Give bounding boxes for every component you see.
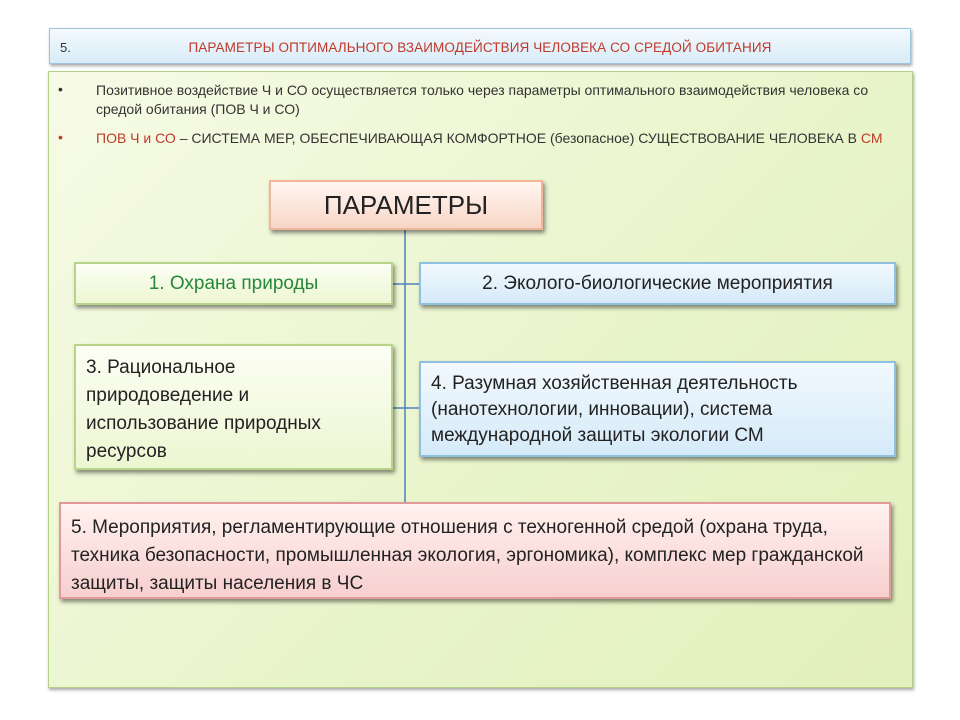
- nature-protection-box: 1. Охрана природы: [74, 262, 393, 305]
- rational-resources-box: 3. Рациональное природоведение и использование природных ресурсов: [74, 344, 393, 470]
- bullet-highlight-end: СМ: [860, 130, 883, 146]
- parameters-box: ПАРАМЕТРЫ: [269, 180, 543, 230]
- bullet-highlight: ПОВ Ч и СО: [96, 130, 176, 146]
- eco-bio-measures-box: 2. Эколого-биологические мероприятия: [419, 262, 896, 305]
- slide-number: 5.: [60, 40, 71, 55]
- bullet-text-1: Позитивное воздействие Ч и СО осуществляется только через параметры оптимального взаимодействия человека со средой обитания (ПОВ Ч и СО): [96, 82, 869, 117]
- bullet-body: – СИСТЕМА МЕР, ОБЕСПЕЧИВАЮЩАЯ КОМФОРТНОЕ (безопасное) СУЩЕСТВОВАНИЕ ЧЕЛОВЕКА В: [175, 130, 861, 146]
- economic-activity-box: 4. Разумная хозяйственная деятельность (нанотехнологии, инновации), система международной защиты экологии СМ: [419, 361, 896, 457]
- slide-title: ПАРАМЕТРЫ ОПТИМАЛЬНОГО ВЗАИМОДЕЙСТВИЯ ЧЕЛОВЕКА СО СРЕДОЙ ОБИТАНИЯ: [188, 40, 772, 55]
- bullet-marker-2: •: [58, 129, 63, 145]
- technogenic-measures-box: 5. Мероприятия, регламентирующие отношения с техногенной средой (охрана труда, техника безопасности, промышленная экология, эргономика), комплекс мер гражданской защиты, защиты населения в ЧС: [59, 502, 891, 599]
- bullet-marker-1: •: [58, 81, 63, 97]
